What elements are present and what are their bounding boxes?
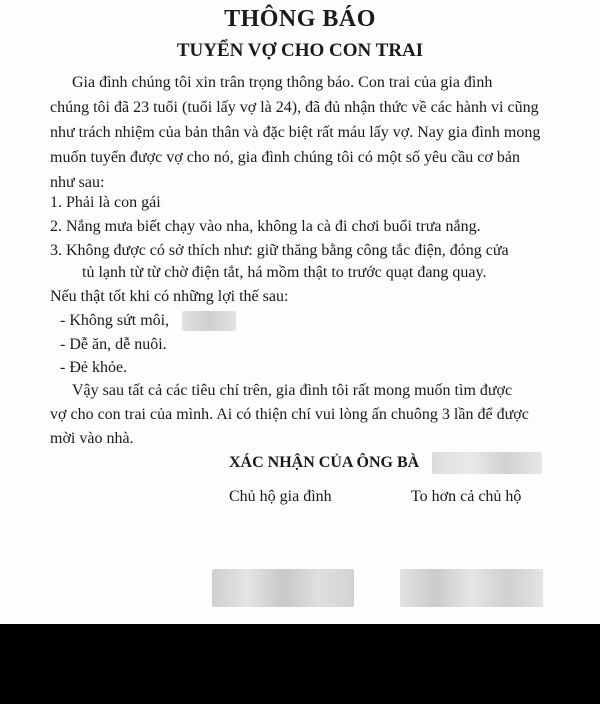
- advantage-item: - Dễ ăn, dễ nuôi.: [60, 336, 167, 353]
- body-line: muốn tuyển được vợ cho nó, gia đình chúng tôi có một số yêu cầu cơ bản: [50, 149, 520, 166]
- blurred-confirmation-name: [432, 452, 542, 474]
- body-line: mời vào nhà.: [50, 430, 134, 447]
- blurred-signature-left: [212, 569, 354, 607]
- advantage-item: - Không sứt môi,: [60, 312, 170, 329]
- confirmation-heading: XÁC NHẬN CỦA ÔNG BÀ: [229, 454, 420, 471]
- blurred-signature-right: [400, 569, 543, 607]
- body-line: chúng tôi đã 23 tuổi (tuổi lấy vợ là 24), đã đủ nhận thức về các hành vi cũng: [50, 99, 539, 116]
- requirement-item: 2. Nắng mưa biết chạy vào nha, không la cà đi chơi buổi trưa nắng.: [50, 218, 481, 235]
- requirement-item: 1. Phải là con gái: [50, 194, 161, 211]
- body-line: như sau:: [50, 174, 105, 191]
- signer-left-label: Chủ hộ gia đình: [229, 488, 332, 505]
- body-line: Nếu thật tốt khi có những lợi thế sau:: [50, 288, 289, 305]
- blurred-name: [182, 311, 236, 331]
- requirement-item-continued: tủ lạnh từ từ chờ điện tắt, há mồm thật to trước quạt đang quay.: [82, 264, 487, 281]
- body-line: Gia đình chúng tôi xin trân trọng thông báo. Con trai của gia đình: [72, 74, 493, 91]
- signer-right-label: To hơn cả chủ hộ: [411, 488, 522, 505]
- advantage-item: - Đẻ khỏe.: [60, 359, 128, 376]
- black-bottom-bar: [0, 624, 600, 704]
- body-line: Vậy sau tất cả các tiêu chí trên, gia đình tôi rất mong muốn tìm được: [72, 382, 513, 399]
- document-title: THÔNG BÁO: [224, 6, 376, 32]
- body-line: vợ cho con trai của mình. Ai có thiện chí vui lòng ấn chuông 3 lần để được: [50, 406, 529, 423]
- body-line: như trách nhiệm của bản thân và đặc biệt rất máu lấy vợ. Nay gia đình mong: [50, 124, 541, 141]
- document-subtitle: TUYỂN VỢ CHO CON TRAI: [176, 40, 424, 61]
- requirement-item: 3. Không được có sở thích như: giữ thăng bằng công tắc điện, đóng cửa: [50, 242, 509, 259]
